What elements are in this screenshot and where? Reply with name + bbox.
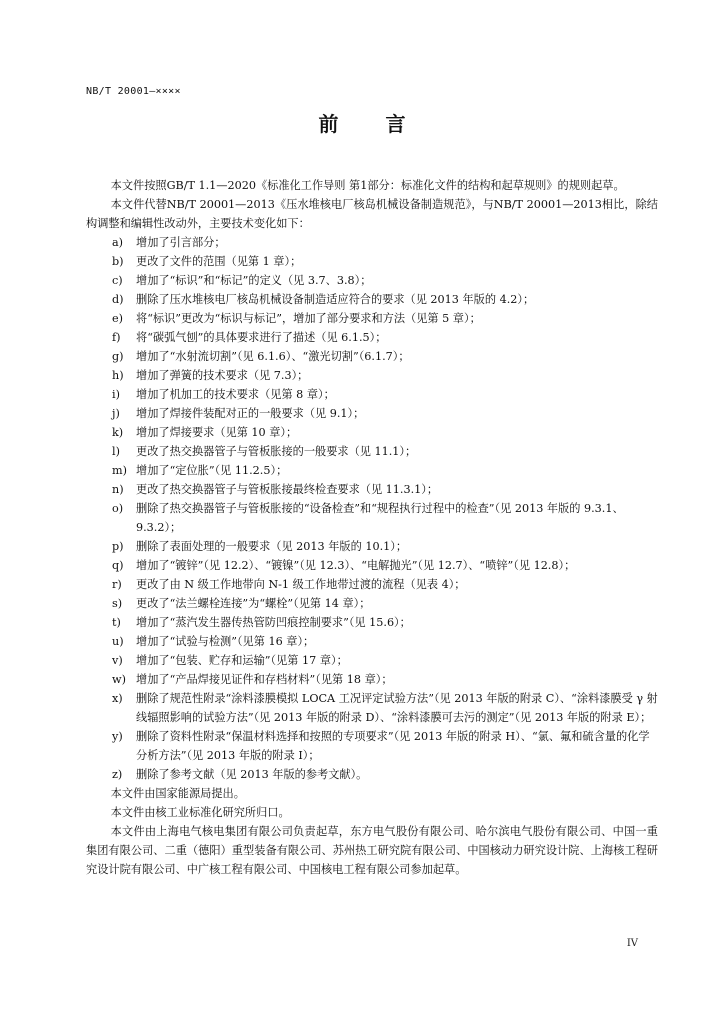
list-item-label: z) [112,768,123,781]
list-item-label: f) [112,331,121,344]
change-list-item [86,499,658,537]
change-list-item [86,556,658,575]
list-item-text: 增加了“水射流切割”（见 6.1.6）、“激光切割”（6.1.7）； [136,350,410,363]
list-item-text: 删除了参考文献（见 2013 年版的参考文献）。 [136,768,368,781]
list-item-text: 增加了“产品焊接见证件和存档材料”（见第 18 章）； [136,673,393,686]
page-title: 前 言 [318,112,426,136]
list-item-label: i) [112,388,120,401]
change-list-item [86,575,658,594]
list-item-label: u) [112,635,124,648]
list-item-text: 增加了引言部分； [136,236,226,249]
list-item-text: 更改了文件的范围（见第 1 章）； [136,255,302,268]
change-list-item [86,233,658,252]
intro-paragraph: 本文件代替NB/T 20001—2013《压水堆核电厂核岛机械设备制造规范》，与NB/T 20001—2013相比，除结构调整和编辑性改动外，主要技术变化如下： [86,198,658,230]
list-item-text: 增加了焊接件装配对正的一般要求（见 9.1）； [136,407,365,420]
change-list-item [86,461,658,480]
change-list-item [86,442,658,461]
list-item-label: x) [112,692,123,705]
list-item-text: 更改了“法兰螺栓连接”为“螺栓”（见第 14 章）； [136,597,371,610]
list-item-label: l) [112,445,120,458]
list-item-text: 更改了热交换器管子与管板胀接最终检查要求（见 11.3.1）； [136,483,439,496]
list-item-text: 将“标识”更改为“标识与标记”，增加了部分要求和方法（见第 5 章）； [136,312,481,325]
change-list-item [86,366,658,385]
closing-paragraph: 本文件由上海电气核电集团有限公司负责起草，东方电气股份有限公司、哈尔滨电气股份有限公司、中国一重集团有限公司、二重（德阳）重型装备有限公司、苏州热工研究院有限公司、中国核动力研究设计院、上海核工程研究设计院有限公司、中广核工程有限公司、中国核电工程有限公司参加起草。 [86,825,658,876]
change-list [86,233,658,784]
list-item-label: o) [112,502,124,515]
change-list-item [86,480,658,499]
change-list-item [86,423,658,442]
list-item-label: h) [112,369,124,382]
list-item-text: 增加了机加工的技术要求（见第 8 章）； [136,388,335,401]
list-item-text: 增加了“镀锌”（见 12.2）、“镀镍”（见 12.3）、“电解抛光”（见 12.7）、“喷锌”（见 12.8）； [136,559,576,572]
list-item-label: d) [112,293,124,306]
change-list-item [86,632,658,651]
list-item-label: t) [112,616,121,629]
change-list-item [86,670,658,689]
list-item-label: c) [112,274,123,287]
change-list-item [86,252,658,271]
list-item-label: a) [112,236,124,249]
page-number: IV [626,938,638,949]
list-item-text: 删除了表面处理的一般要求（见 2013 年版的 10.1）； [136,540,408,553]
list-item-label: e) [112,312,123,325]
change-list-item [86,290,658,309]
list-item-label: n) [112,483,124,496]
document-code-header: NB/T 20001—×××× [86,86,181,97]
change-list-item [86,309,658,328]
change-list-item [86,328,658,347]
list-item-text: 更改了热交换器管子与管板胀接的一般要求（见 11.1）； [136,445,417,458]
change-list-item [86,385,658,404]
list-item-text: 删除了资料性附录“保温材料选择和按照的专项要求”（见 2013 年版的附录 H）、“氯、氟和硫含量的化学分析方法”（见 2013 年版的附录 I）； [136,730,650,762]
list-item-label: g) [112,350,124,363]
list-item-label: p) [112,540,124,553]
closing-paragraph: 本文件由国家能源局提出。 [110,787,245,800]
change-list-item [86,689,658,727]
list-item-text: 删除了压水堆核电厂核岛机械设备制造适应符合的要求（见 2013 年版的 4.2）； [136,293,535,306]
list-item-label: m) [112,464,127,477]
change-list-item [86,271,658,290]
list-item-text: 删除了规范性附录“涂料漆膜模拟 LOCA 工况评定试验方法”（见 2013 年版的附录 C）、“涂料漆膜受 γ 射线辐照影响的试验方法”（见 2013 年版的附录 D）、“涂料漆膜可去污的测定”（见 2013 年版的附录 E）； [136,692,658,724]
change-list-item [86,347,658,366]
change-list-item [86,613,658,632]
list-item-label: k) [112,426,124,439]
list-item-label: j) [112,407,120,420]
list-item-label: w) [112,673,126,686]
change-list-item [86,765,658,784]
list-item-text: 增加了“蒸汽发生器传热管防凹痕控制要求”（见 15.6）； [136,616,411,629]
intro-paragraph: 本文件按照GB/T 1.1—2020《标准化工作导则 第1部分：标准化文件的结构和起草规则》的规则起草。 [110,179,625,192]
list-item-label: q) [112,559,124,572]
list-item-text: 更改了由 N 级工作地带向 N-1 级工作地带过渡的流程（见表 4）； [136,578,466,591]
list-item-label: s) [112,597,123,610]
list-item-text: 将“碳弧气刨”的具体要求进行了描述（见 6.1.5）； [136,331,387,344]
change-list-item [86,651,658,670]
list-item-label: b) [112,255,124,268]
list-item-text: 增加了焊接要求（见第 10 章）； [136,426,298,439]
closing-paragraph: 本文件由核工业标准化研究所归口。 [110,806,290,819]
list-item-text: 增加了弹簧的技术要求（见 7.3）； [136,369,309,382]
list-item-text: 增加了“定位胀”（见 11.2.5）； [136,464,288,477]
list-item-label: v) [112,654,123,667]
list-item-text: 增加了“包装、贮存和运输”（见第 17 章）； [136,654,348,667]
list-item-text: 增加了“标识”和“标记”的定义（见 3.7、3.8）； [136,274,372,287]
list-item-text: 删除了热交换器管子与管板胀接的“设备检查”和“规程执行过程中的检查”（见 2013 年版的 9.3.1、9.3.2）； [136,502,624,534]
change-list-item [86,594,658,613]
foreword-body [86,176,658,879]
list-item-label: r) [112,578,122,591]
change-list-item [86,537,658,556]
change-list-item [86,404,658,423]
list-item-text: 增加了“试验与检测”（见第 16 章）； [136,635,315,648]
change-list-item [86,727,658,765]
list-item-label: y) [112,730,123,743]
